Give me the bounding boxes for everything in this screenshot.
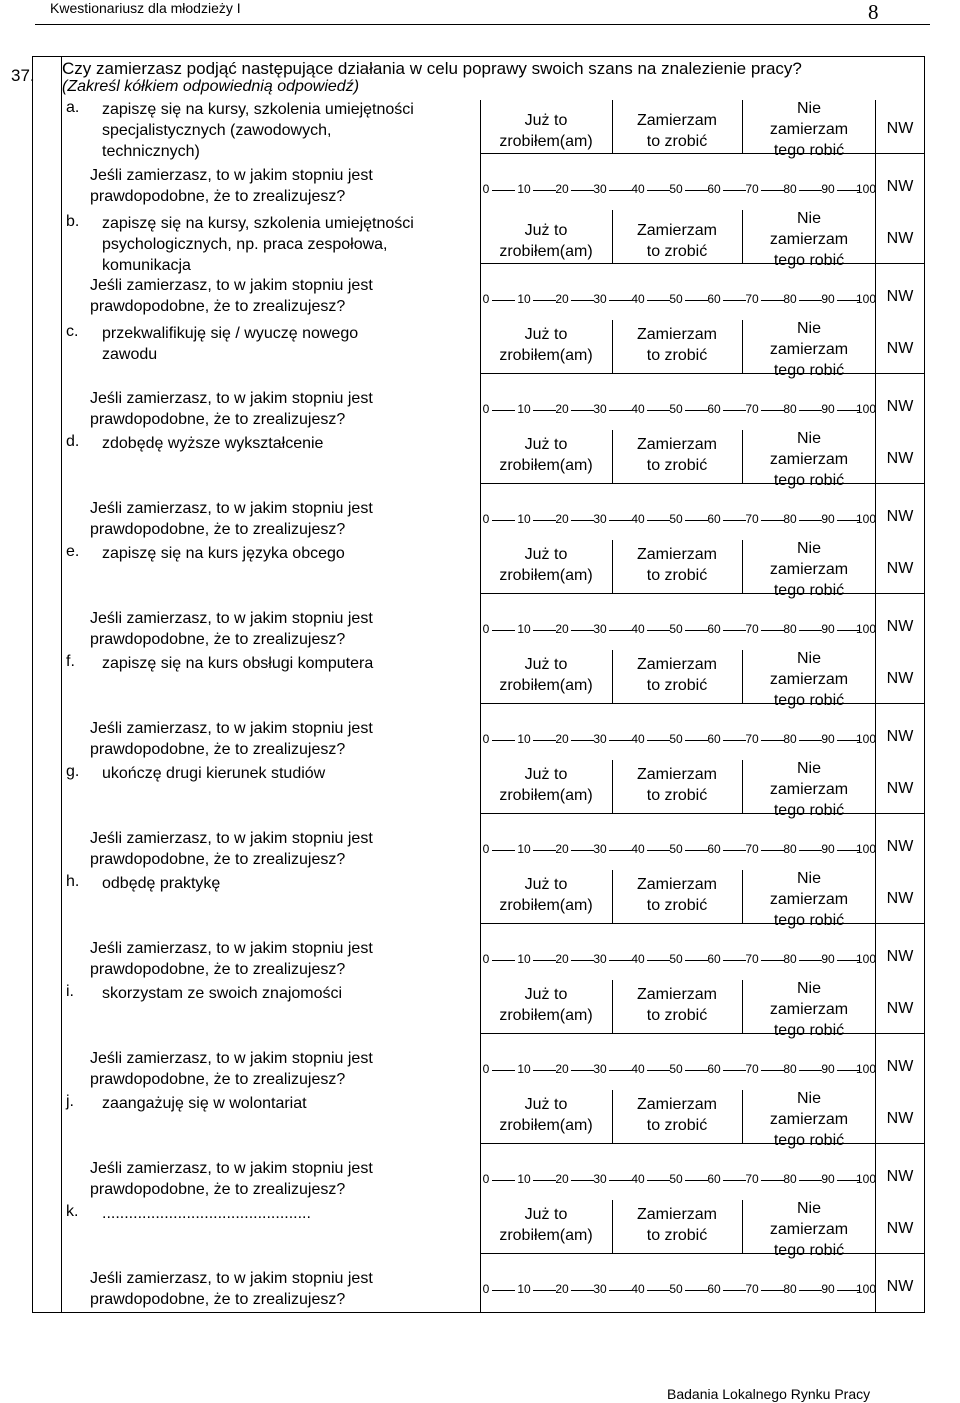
scale-tick[interactable]: 30: [593, 1282, 607, 1296]
item-letter: e.: [66, 543, 80, 560]
scale-tick[interactable]: 70: [745, 1062, 759, 1076]
scale-tick[interactable]: 90: [821, 292, 835, 306]
scale-tick[interactable]: 90: [821, 402, 835, 416]
scale-tick[interactable]: 50: [669, 292, 683, 306]
question-text: Czy zamierzasz podjąć następujące działania w celu poprawy swoich szans na znalezienie pracy?: [62, 59, 802, 78]
option-not-intend[interactable]: Nie zamierzam tego robić: [769, 1200, 849, 1259]
option-divider: [742, 320, 743, 373]
probability-scale: [482, 402, 877, 420]
scale-tick[interactable]: 0: [482, 292, 490, 306]
option-done[interactable]: Już to zrobiłem(am): [499, 436, 593, 474]
option-nw[interactable]: NW: [886, 1110, 914, 1127]
scale-tick[interactable]: 30: [593, 512, 607, 526]
scale-tick[interactable]: 0: [482, 952, 490, 966]
option-divider: [612, 1200, 613, 1253]
scale-tick[interactable]: 50: [669, 732, 683, 746]
scale-tick[interactable]: 60: [707, 842, 721, 856]
item-letter: d.: [66, 433, 80, 450]
option-divider: [742, 760, 743, 813]
scale-tick[interactable]: 20: [555, 292, 569, 306]
probability-scale: [482, 622, 877, 640]
scale-tick[interactable]: 70: [745, 402, 759, 416]
item-row: [0, 540, 960, 650]
scale-tick[interactable]: 10: [517, 1172, 531, 1186]
option-not-intend[interactable]: Nie zamierzam tego robić: [769, 980, 849, 1039]
option-nw[interactable]: NW: [886, 560, 914, 577]
option-divider: [742, 100, 743, 153]
scale-nw[interactable]: NW: [886, 178, 914, 195]
scale-tick[interactable]: 10: [517, 952, 531, 966]
probability-prompt: Jeśli zamierzasz, to w jakim stopniu jest prawdopodobne, że to zrealizujesz?: [90, 1270, 373, 1308]
option-not-intend[interactable]: Nie zamierzam tego robić: [769, 650, 849, 709]
option-intend[interactable]: Zamierzam to zrobić: [636, 766, 717, 804]
scale-tick[interactable]: 40: [631, 1282, 645, 1296]
option-intend[interactable]: Zamierzam to zrobić: [636, 112, 717, 150]
option-divider: [612, 1090, 613, 1143]
option-divider: [742, 1200, 743, 1253]
scale-tick[interactable]: 10: [517, 1062, 531, 1076]
option-intend[interactable]: Zamierzam to zrobić: [636, 326, 717, 364]
option-not-intend[interactable]: Nie zamierzam tego robić: [769, 430, 849, 489]
item-row: [0, 650, 960, 760]
option-not-intend[interactable]: Nie zamierzam tego robić: [769, 870, 849, 929]
option-intend[interactable]: Zamierzam to zrobić: [636, 222, 717, 260]
item-label: odbędę praktykę: [102, 875, 221, 892]
header-title: Kwestionariusz dla młodzieży I: [50, 0, 241, 16]
scale-tick[interactable]: 90: [821, 182, 835, 196]
scale-tick[interactable]: 30: [593, 1062, 607, 1076]
option-done[interactable]: Już to zrobiłem(am): [499, 1206, 593, 1244]
option-nw[interactable]: NW: [886, 230, 914, 247]
scale-tick[interactable]: 40: [631, 292, 645, 306]
scale-tick[interactable]: 30: [593, 182, 607, 196]
scale-tick[interactable]: 10: [517, 512, 531, 526]
option-divider: [612, 540, 613, 593]
scale-tick[interactable]: 70: [745, 732, 759, 746]
scale-tick[interactable]: 20: [555, 622, 569, 636]
item-row: [0, 1200, 960, 1310]
option-intend[interactable]: Zamierzam to zrobić: [636, 876, 717, 914]
option-divider: [612, 430, 613, 483]
scale-tick[interactable]: 60: [707, 182, 721, 196]
scale-tick[interactable]: 20: [555, 1062, 569, 1076]
probability-prompt: Jeśli zamierzasz, to w jakim stopniu jest prawdopodobne, że to zrealizujesz?: [90, 610, 373, 648]
scale-tick[interactable]: 0: [482, 1282, 490, 1296]
probability-prompt: Jeśli zamierzasz, to w jakim stopniu jest prawdopodobne, że to zrealizujesz?: [90, 720, 373, 758]
scale-tick[interactable]: 60: [707, 732, 721, 746]
probability-prompt: Jeśli zamierzasz, to w jakim stopniu jest prawdopodobne, że to zrealizujesz?: [90, 390, 373, 428]
option-divider: [612, 980, 613, 1033]
item-row: [0, 430, 960, 540]
option-nw[interactable]: NW: [886, 1220, 914, 1237]
scale-tick[interactable]: 40: [631, 842, 645, 856]
footer: Badania Lokalnego Rynku Pracy: [667, 1386, 871, 1402]
scale-tick[interactable]: 40: [631, 1062, 645, 1076]
scale-tick[interactable]: 40: [631, 512, 645, 526]
scale-tick[interactable]: 60: [707, 402, 721, 416]
item-row: [0, 1090, 960, 1200]
scale-tick[interactable]: 60: [707, 952, 721, 966]
scale-tick[interactable]: 10: [517, 292, 531, 306]
item-label: zapiszę się na kurs obsługi komputera: [102, 655, 374, 672]
option-divider: [612, 320, 613, 373]
scale-tick[interactable]: 40: [631, 732, 645, 746]
option-intend[interactable]: Zamierzam to zrobić: [636, 986, 717, 1024]
scale-tick[interactable]: 90: [821, 512, 835, 526]
option-divider: [742, 210, 743, 263]
item-label: zapiszę się na kursy, szkolenia umiejętności specjalistycznych (zawodowych, technicznych): [102, 101, 414, 160]
scale-tick[interactable]: 0: [482, 402, 490, 416]
scale-tick[interactable]: 0: [482, 1062, 490, 1076]
option-divider: [742, 540, 743, 593]
option-divider: [612, 650, 613, 703]
scale-tick[interactable]: 90: [821, 622, 835, 636]
probability-prompt: Jeśli zamierzasz, to w jakim stopniu jest prawdopodobne, że to zrealizujesz?: [90, 830, 373, 868]
scale-tick[interactable]: 10: [517, 622, 531, 636]
option-done[interactable]: Już to zrobiłem(am): [499, 1096, 593, 1134]
scale-tick[interactable]: 0: [482, 182, 490, 196]
scale-tick[interactable]: 40: [631, 402, 645, 416]
option-not-intend[interactable]: Nie zamierzam tego robić: [769, 760, 849, 819]
item-letter: b.: [66, 213, 80, 230]
scale-tick[interactable]: 50: [669, 1172, 683, 1186]
item-row: [0, 760, 960, 870]
option-done[interactable]: Już to zrobiłem(am): [499, 112, 593, 150]
scale-tick[interactable]: 90: [821, 842, 835, 856]
item-row: [0, 100, 960, 210]
option-divider: [612, 210, 613, 263]
item-label: ...............................................: [102, 1205, 311, 1222]
probability-prompt: Jeśli zamierzasz, to w jakim stopniu jest prawdopodobne, że to zrealizujesz?: [90, 1160, 373, 1198]
question-number: 37.: [11, 66, 35, 85]
scale-nw[interactable]: NW: [886, 1278, 914, 1295]
scale-tick[interactable]: 80: [783, 622, 797, 636]
scale-tick[interactable]: 10: [517, 1282, 531, 1296]
scale-nw[interactable]: NW: [886, 728, 914, 745]
scale-tick[interactable]: 20: [555, 1172, 569, 1186]
option-not-intend[interactable]: Nie zamierzam tego robić: [769, 540, 849, 599]
option-done[interactable]: Już to zrobiłem(am): [499, 546, 593, 584]
option-not-intend[interactable]: Nie zamierzam tego robić: [769, 210, 849, 269]
item-label: przekwalifikuję się / wyuczę nowego zawodu: [102, 325, 359, 363]
scale-tick[interactable]: 60: [707, 622, 721, 636]
scale-tick[interactable]: 0: [482, 512, 490, 526]
scale-nw[interactable]: NW: [886, 948, 914, 965]
scale-tick[interactable]: 50: [669, 1282, 683, 1296]
item-row: [0, 870, 960, 980]
probability-scale: [482, 292, 877, 310]
scale-tick[interactable]: 70: [745, 842, 759, 856]
scale-tick[interactable]: 90: [821, 952, 835, 966]
option-intend[interactable]: Zamierzam to zrobić: [636, 1206, 717, 1244]
probability-scale: [482, 732, 877, 750]
header-divider: [35, 24, 930, 25]
scale-tick[interactable]: 60: [707, 512, 721, 526]
scale-tick[interactable]: 50: [669, 182, 683, 196]
option-divider: [742, 870, 743, 923]
option-divider: [742, 980, 743, 1033]
option-nw[interactable]: NW: [886, 890, 914, 907]
scale-tick[interactable]: 80: [783, 292, 797, 306]
scale-tick[interactable]: 30: [593, 1172, 607, 1186]
item-row: [0, 320, 960, 430]
item-letter: h.: [66, 873, 80, 890]
item-letter: c.: [66, 323, 79, 340]
item-row: [0, 210, 960, 320]
item-label: skorzystam ze swoich znajomości: [102, 985, 343, 1002]
scale-nw[interactable]: NW: [886, 618, 914, 635]
option-divider: [612, 870, 613, 923]
scale-tick[interactable]: 100: [855, 512, 877, 526]
scale-tick[interactable]: 0: [482, 732, 490, 746]
probability-scale: [482, 1062, 877, 1080]
option-done[interactable]: Już to zrobiłem(am): [499, 222, 593, 260]
scale-tick[interactable]: 100: [855, 732, 877, 746]
scale-tick[interactable]: 90: [821, 732, 835, 746]
scale-tick[interactable]: 20: [555, 182, 569, 196]
scale-tick[interactable]: 100: [855, 842, 877, 856]
scale-tick[interactable]: 90: [821, 1062, 835, 1076]
item-letter: i.: [66, 983, 74, 1000]
option-nw[interactable]: NW: [886, 1000, 914, 1017]
scale-tick[interactable]: 10: [517, 732, 531, 746]
option-nw[interactable]: NW: [886, 780, 914, 797]
scale-tick[interactable]: 30: [593, 622, 607, 636]
scale-tick[interactable]: 40: [631, 1172, 645, 1186]
scale-tick[interactable]: 70: [745, 182, 759, 196]
scale-tick[interactable]: 60: [707, 1282, 721, 1296]
item-row: [0, 980, 960, 1090]
scale-tick[interactable]: 50: [669, 1062, 683, 1076]
scale-tick[interactable]: 20: [555, 952, 569, 966]
probability-scale: [482, 1282, 877, 1300]
probability-prompt: Jeśli zamierzasz, to w jakim stopniu jest prawdopodobne, że to zrealizujesz?: [90, 277, 373, 315]
scale-tick[interactable]: 70: [745, 1282, 759, 1296]
item-label: zdobędę wyższe wykształcenie: [102, 435, 324, 452]
item-letter: f.: [66, 653, 75, 670]
scale-tick[interactable]: 30: [593, 842, 607, 856]
scale-tick[interactable]: 70: [745, 292, 759, 306]
scale-tick[interactable]: 100: [855, 182, 877, 196]
scale-nw[interactable]: NW: [886, 1058, 914, 1075]
scale-tick[interactable]: 70: [745, 952, 759, 966]
item-letter: a.: [66, 99, 80, 116]
scale-tick[interactable]: 40: [631, 622, 645, 636]
scale-tick[interactable]: 20: [555, 1282, 569, 1296]
scale-tick[interactable]: 50: [669, 512, 683, 526]
scale-tick[interactable]: 80: [783, 1062, 797, 1076]
scale-nw[interactable]: NW: [886, 838, 914, 855]
probability-prompt: Jeśli zamierzasz, to w jakim stopniu jest prawdopodobne, że to zrealizujesz?: [90, 1050, 373, 1088]
option-nw[interactable]: NW: [886, 120, 914, 137]
item-label: zaangażuję się w wolontariat: [102, 1095, 307, 1112]
item-letter: j.: [66, 1093, 74, 1110]
option-not-intend[interactable]: Nie zamierzam tego robić: [769, 100, 849, 159]
scale-tick[interactable]: 80: [783, 1282, 797, 1296]
option-divider: [742, 430, 743, 483]
probability-prompt: Jeśli zamierzasz, to w jakim stopniu jest prawdopodobne, że to zrealizujesz?: [90, 940, 373, 978]
scale-tick[interactable]: 80: [783, 732, 797, 746]
probability-prompt: Jeśli zamierzasz, to w jakim stopniu jest prawdopodobne, że to zrealizujesz?: [90, 167, 373, 205]
item-letter: k.: [66, 1203, 79, 1220]
scale-tick[interactable]: 30: [593, 402, 607, 416]
option-done[interactable]: Już to zrobiłem(am): [499, 876, 593, 914]
option-not-intend[interactable]: Nie zamierzam tego robić: [769, 1090, 849, 1149]
scale-tick[interactable]: 100: [855, 292, 877, 306]
scale-tick[interactable]: 30: [593, 292, 607, 306]
scale-tick[interactable]: 20: [555, 512, 569, 526]
scale-tick[interactable]: 40: [631, 952, 645, 966]
scale-tick[interactable]: 50: [669, 952, 683, 966]
option-divider: [742, 1090, 743, 1143]
scale-tick[interactable]: 20: [555, 402, 569, 416]
option-not-intend[interactable]: Nie zamierzam tego robić: [769, 320, 849, 379]
scale-tick[interactable]: 50: [669, 622, 683, 636]
option-done[interactable]: Już to zrobiłem(am): [499, 656, 593, 694]
item-letter: g.: [66, 763, 80, 780]
scale-tick[interactable]: 20: [555, 842, 569, 856]
option-nw[interactable]: NW: [886, 340, 914, 357]
scale-tick[interactable]: 0: [482, 622, 490, 636]
scale-tick[interactable]: 0: [482, 842, 490, 856]
option-done[interactable]: Już to zrobiłem(am): [499, 766, 593, 804]
option-divider: [742, 650, 743, 703]
scale-tick[interactable]: 80: [783, 952, 797, 966]
option-intend[interactable]: Zamierzam to zrobić: [636, 1096, 717, 1134]
page-number: 8: [868, 0, 879, 24]
scale-tick[interactable]: 70: [745, 1172, 759, 1186]
scale-tick[interactable]: 70: [745, 622, 759, 636]
scale-nw[interactable]: NW: [886, 288, 914, 305]
probability-scale: [482, 182, 877, 200]
option-nw[interactable]: NW: [886, 450, 914, 467]
option-intend[interactable]: Zamierzam to zrobić: [636, 436, 717, 474]
scale-tick[interactable]: 80: [783, 182, 797, 196]
scale-tick[interactable]: 90: [821, 1172, 835, 1186]
probability-scale: [482, 512, 877, 530]
probability-prompt: Jeśli zamierzasz, to w jakim stopniu jest prawdopodobne, że to zrealizujesz?: [90, 500, 373, 538]
item-label: zapiszę się na kursy, szkolenia umiejętności psychologicznych, np. praca zespołowa, komunikacja: [102, 215, 414, 274]
scale-tick[interactable]: 60: [707, 292, 721, 306]
scale-tick[interactable]: 100: [855, 622, 877, 636]
scale-tick[interactable]: 30: [593, 732, 607, 746]
scale-tick[interactable]: 60: [707, 1062, 721, 1076]
scale-tick[interactable]: 50: [669, 842, 683, 856]
scale-tick[interactable]: 80: [783, 512, 797, 526]
scale-tick[interactable]: 10: [517, 842, 531, 856]
option-done[interactable]: Już to zrobiłem(am): [499, 986, 593, 1024]
probability-scale: [482, 952, 877, 970]
probability-scale: [482, 842, 877, 860]
scale-tick[interactable]: 10: [517, 402, 531, 416]
option-intend[interactable]: Zamierzam to zrobić: [636, 656, 717, 694]
probability-scale: [482, 1172, 877, 1190]
scale-tick[interactable]: 10: [517, 182, 531, 196]
scale-nw[interactable]: NW: [886, 398, 914, 415]
scale-tick[interactable]: 80: [783, 842, 797, 856]
scale-tick[interactable]: 70: [745, 512, 759, 526]
scale-nw[interactable]: NW: [886, 1168, 914, 1185]
scale-tick[interactable]: 100: [855, 952, 877, 966]
scale-nw[interactable]: NW: [886, 508, 914, 525]
option-divider: [612, 760, 613, 813]
scale-tick[interactable]: 50: [669, 402, 683, 416]
scale-tick[interactable]: 90: [821, 1282, 835, 1296]
scale-tick[interactable]: 100: [855, 402, 877, 416]
question-instruction: (Zakreśl kółkiem odpowiednią odpowiedź): [62, 78, 360, 95]
scale-tick[interactable]: 100: [855, 1282, 877, 1296]
scale-tick[interactable]: 0: [482, 1172, 490, 1186]
scale-tick[interactable]: 100: [855, 1172, 877, 1186]
scale-tick[interactable]: 30: [593, 952, 607, 966]
scale-tick[interactable]: 80: [783, 1172, 797, 1186]
scale-tick[interactable]: 40: [631, 182, 645, 196]
option-intend[interactable]: Zamierzam to zrobić: [636, 546, 717, 584]
option-nw[interactable]: NW: [886, 670, 914, 687]
scale-tick[interactable]: 20: [555, 732, 569, 746]
option-divider: [612, 100, 613, 153]
option-done[interactable]: Już to zrobiłem(am): [499, 326, 593, 364]
item-label: zapiszę się na kurs języka obcego: [102, 545, 345, 562]
scale-tick[interactable]: 60: [707, 1172, 721, 1186]
scale-tick[interactable]: 100: [855, 1062, 877, 1076]
scale-tick[interactable]: 80: [783, 402, 797, 416]
item-label: ukończę drugi kierunek studiów: [102, 765, 326, 782]
